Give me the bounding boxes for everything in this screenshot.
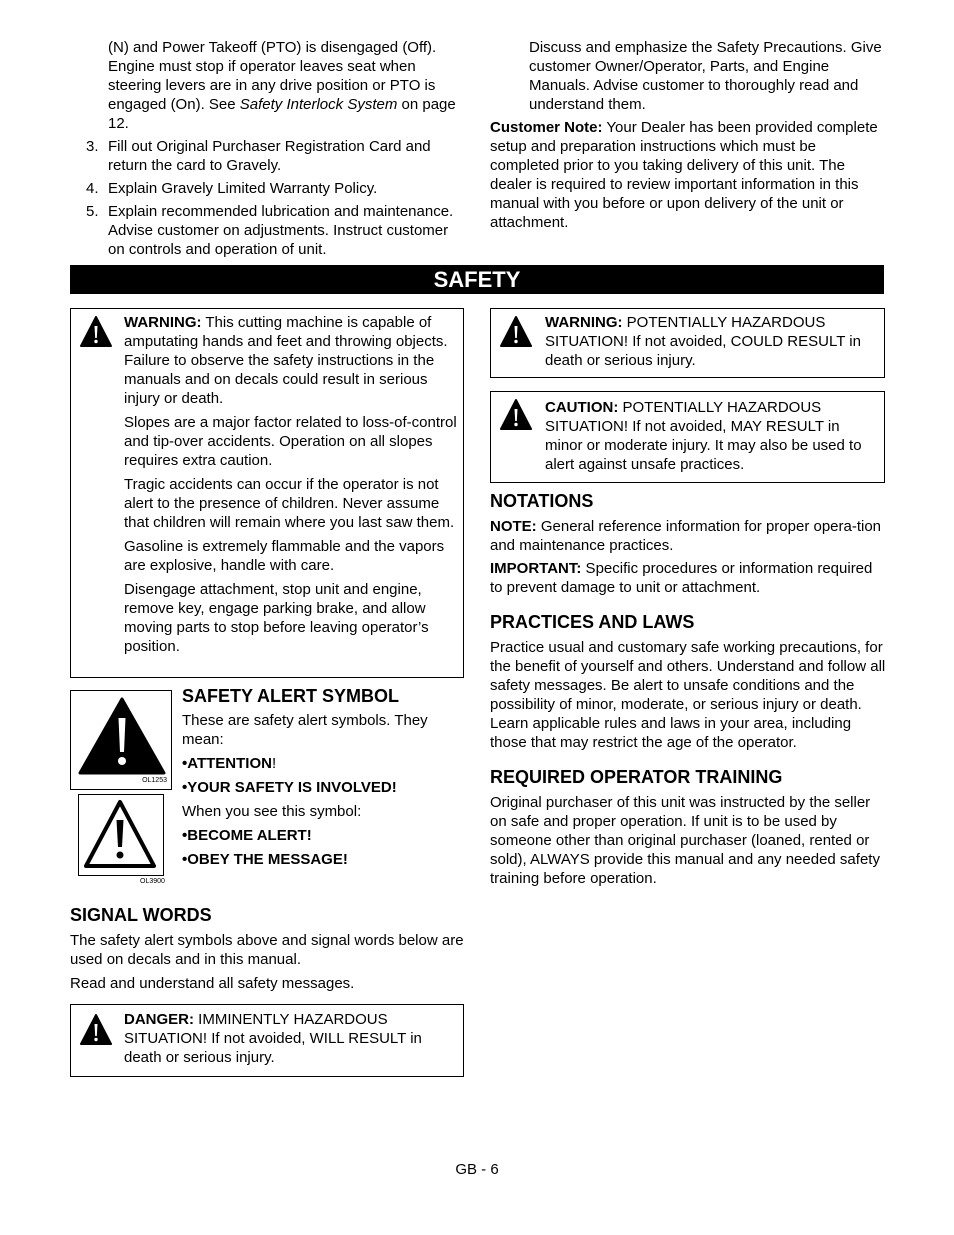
- alert-symbol-figure-1: [70, 690, 172, 790]
- alert-mid: When you see this symbol:: [182, 803, 362, 820]
- list-item-continued: Discuss and emphasize the Safety Precautions. Give customer Owner/Operator, Parts, and Engine Manuals. Advise customer to thoroughly read and understand them.: [529, 39, 882, 113]
- alert-symbol-figure-2: [78, 794, 172, 886]
- note-text: NOTE: General reference information for proper opera-tion and maintenance practices.: [490, 518, 882, 554]
- notations-section: [490, 490, 886, 597]
- list-item-continued: (N) and Power Takeoff (PTO) is disengaged (Off). Engine must stop if operator leaves seat when steering levers are in any drive position or PTO is engaged (On). See Safety Interlock System on page 12.: [108, 39, 456, 132]
- warning-paragraph: Tragic accidents can occur if the operator is not alert to the presence of children. Never assume that children will remain where you last saw them.: [124, 476, 455, 531]
- signal-words-text: Read and understand all safety messages.: [70, 975, 355, 992]
- section-heading: SIGNAL WORDS: [70, 905, 212, 925]
- alert-bullet: •BECOME ALERT!: [182, 827, 312, 844]
- list-item: 4. Explain Gravely Limited Warranty Policy.: [86, 180, 378, 197]
- setup-continued: [490, 38, 886, 232]
- figure-code: OL1253: [142, 777, 167, 784]
- warning-triangle-icon: [79, 1013, 113, 1047]
- training-section: [490, 766, 886, 888]
- main-warning-box: [70, 308, 464, 678]
- alert-bullet: •YOUR SAFETY IS INVOLVED!: [182, 779, 397, 796]
- warning-paragraph: Gasoline is extremely flammable and the vapors are explosive, handle with care.: [124, 538, 445, 574]
- warning-lead: WARNING: This cutting machine is capable of amputating hands and feet and throwing objects. Failure to observe the safety instructions in the manuals and on decals could result in serious injury or death.: [124, 314, 448, 407]
- caution-box: [490, 391, 885, 483]
- alert-bullet: •ATTENTION!: [182, 755, 277, 772]
- solid-alert-triangle-icon: [77, 696, 167, 776]
- interlock-reference: Safety Interlock System: [239, 96, 398, 113]
- alert-bullet: •OBEY THE MESSAGE!: [182, 851, 348, 868]
- page-number: GB - 6: [455, 1161, 499, 1178]
- warning-triangle-icon: [499, 398, 533, 432]
- danger-text: DANGER: IMMINENTLY HAZARDOUS SITUATION! If not avoided, WILL RESULT in death or serious injury.: [124, 1011, 422, 1066]
- section-banner: SAFETY: [70, 265, 884, 294]
- practices-section: [490, 611, 886, 752]
- danger-box: [70, 1004, 464, 1077]
- alert-intro: These are safety alert symbols. They mean:: [182, 712, 428, 748]
- list-item: 5. Explain recommended lubrication and maintenance. Advise customer on adjustments. Instruct customer on controls and operation of unit.: [86, 203, 454, 258]
- section-heading: NOTATIONS: [490, 491, 594, 511]
- warning-text: WARNING: POTENTIALLY HAZARDOUS SITUATION! If not avoided, COULD RESULT in death or serious injury.: [545, 314, 861, 369]
- section-heading: SAFETY ALERT SYMBOL: [182, 686, 400, 706]
- signal-words-section: [70, 904, 464, 993]
- signal-words-text: The safety alert symbols above and signal words below are used on decals and in this manual.: [70, 932, 464, 968]
- warning-paragraph: Slopes are a major factor related to loss-of-control and tip-over accidents. Operation on all slopes requires extra caution.: [124, 414, 457, 469]
- figure-code: OL3900: [140, 878, 165, 885]
- safety-alert-section: [182, 685, 464, 874]
- caution-text: CAUTION: POTENTIALLY HAZARDOUS SITUATION! If not avoided, MAY RESULT in minor or moderate injury. It may also be used to alert against unsafe practices.: [545, 399, 862, 473]
- section-heading: PRACTICES AND LAWS: [490, 612, 695, 632]
- setup-instructions-list: [86, 38, 466, 263]
- customer-note: Customer Note: Your Dealer has been provided complete setup and preparation instructions which must be completed prior to you taking delivery of this unit. The dealer is required to review important information in this manual with you before or upon delivery of the unit or attachment.: [490, 119, 878, 231]
- section-heading: REQUIRED OPERATOR TRAINING: [490, 767, 783, 787]
- warning-triangle-icon: [499, 315, 533, 349]
- warning-paragraph: Disengage attachment, stop unit and engine, remove key, engage parking brake, and allow moving parts to stop before leaving operator’s position.: [124, 581, 429, 655]
- warning-box: [490, 308, 885, 378]
- list-item: 3. Fill out Original Purchaser Registration Card and return the card to Gravely.: [86, 138, 431, 174]
- warning-triangle-icon: [79, 315, 113, 349]
- training-text: Original purchaser of this unit was instructed by the seller on safe and proper operation. If unit is to be used by someone other than original purchaser (loaned, rented or sold), ALWAYS provide this manual and any needed safety training before operation.: [490, 794, 880, 887]
- practices-text: Practice usual and customary safe working precautions, for the benefit of yourself and others. Understand and follow all safety messages. Be alert to unsafe conditions and the possibility of minor, moderate, or serious injury or death. Learn applicable rules and laws in your area, including those that may restrict the age of the operator.: [490, 639, 886, 751]
- outline-alert-triangle-icon: [83, 798, 157, 870]
- important-text: IMPORTANT: Specific procedures or information required to prevent damage to unit or attachment.: [490, 560, 873, 596]
